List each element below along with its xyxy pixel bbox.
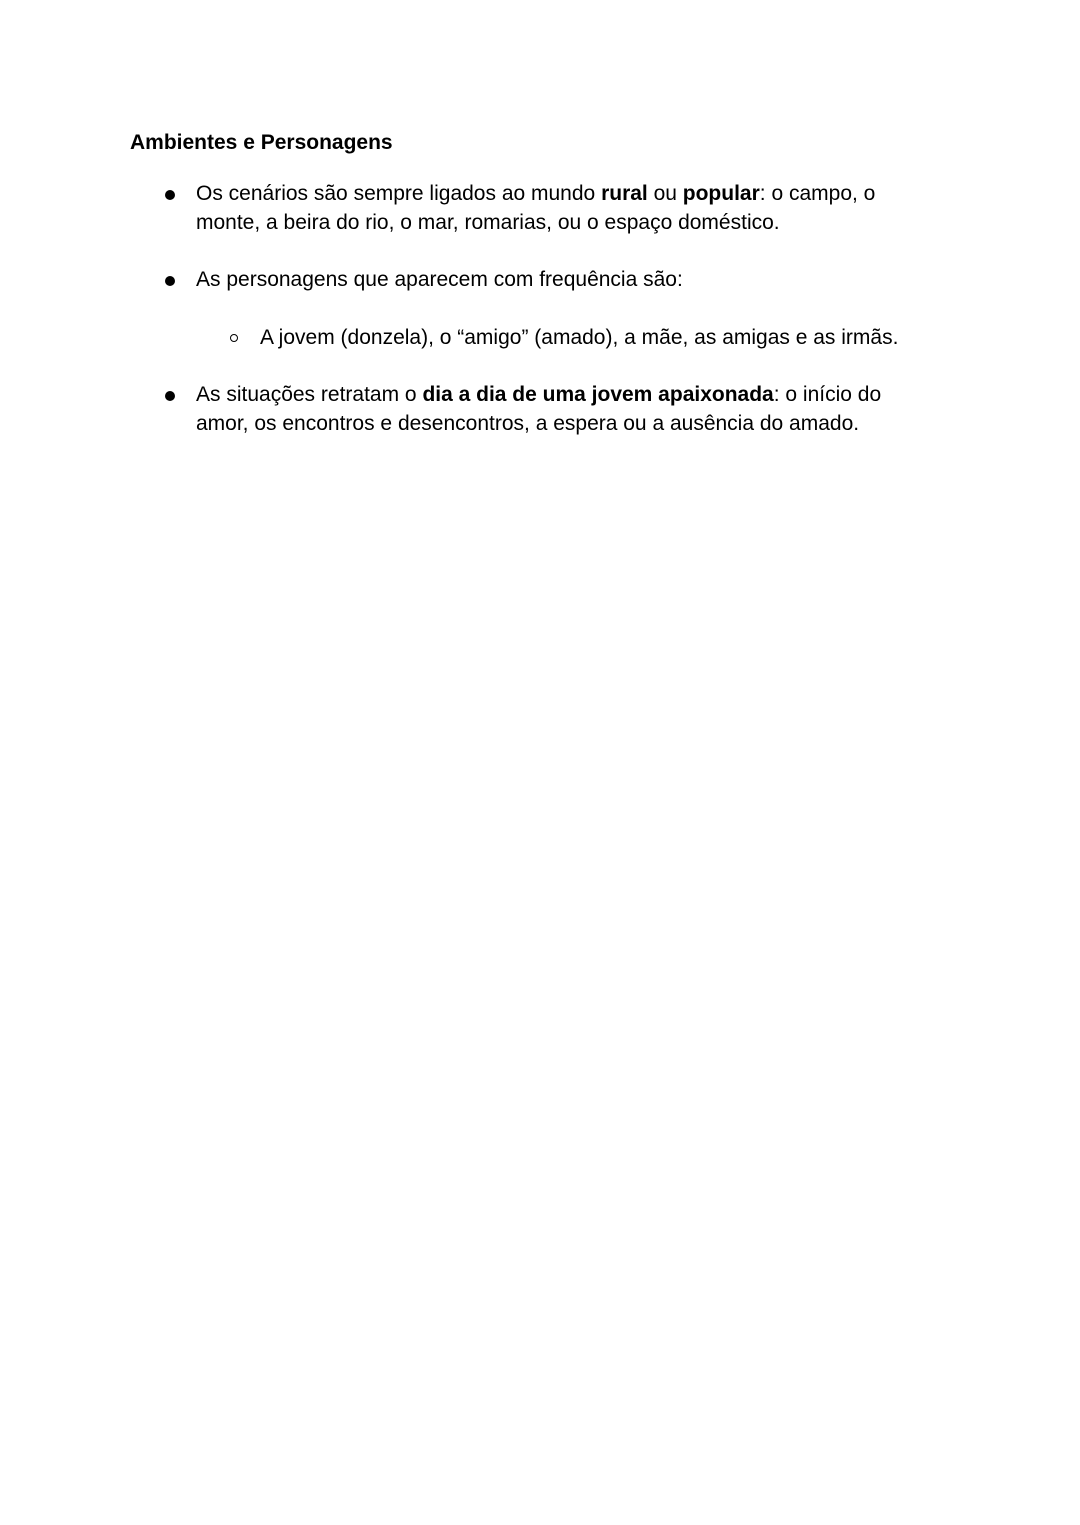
sub-bullet-marker (230, 334, 238, 342)
sub-bullet-item (260, 323, 980, 352)
bullet-marker (165, 190, 175, 200)
bullet-item-cenarios (196, 179, 936, 237)
bullet-text: As personagens que aparecem com frequência são: (196, 268, 683, 291)
bullet-marker (165, 276, 175, 286)
bullet-text: : o início do amor, os encontros e desencontros, a espera ou a ausência do amado. (196, 383, 882, 435)
bold-term-rural: rural (601, 182, 648, 205)
bold-term-popular: popular (682, 182, 760, 205)
bullet-text: ou (647, 182, 683, 205)
bullet-text: As situações retratam o (196, 383, 423, 406)
bullet-item-situacoes (196, 380, 936, 438)
bullet-item-personagens (196, 265, 936, 294)
bold-phrase: dia a dia de uma jovem apaixonada (422, 383, 774, 406)
sub-bullet-text: A jovem (donzela), o “amigo” (amado), a mãe, as amigas e as irmãs. (260, 326, 899, 349)
bullet-text: : o campo, o monte, a beira do rio, o mar, romarias, ou o espaço doméstico. (196, 182, 876, 234)
bullet-text: Os cenários são sempre ligados ao mundo (196, 182, 602, 205)
section-heading: Ambientes e Personagens (130, 131, 393, 154)
bullet-marker (165, 391, 175, 401)
